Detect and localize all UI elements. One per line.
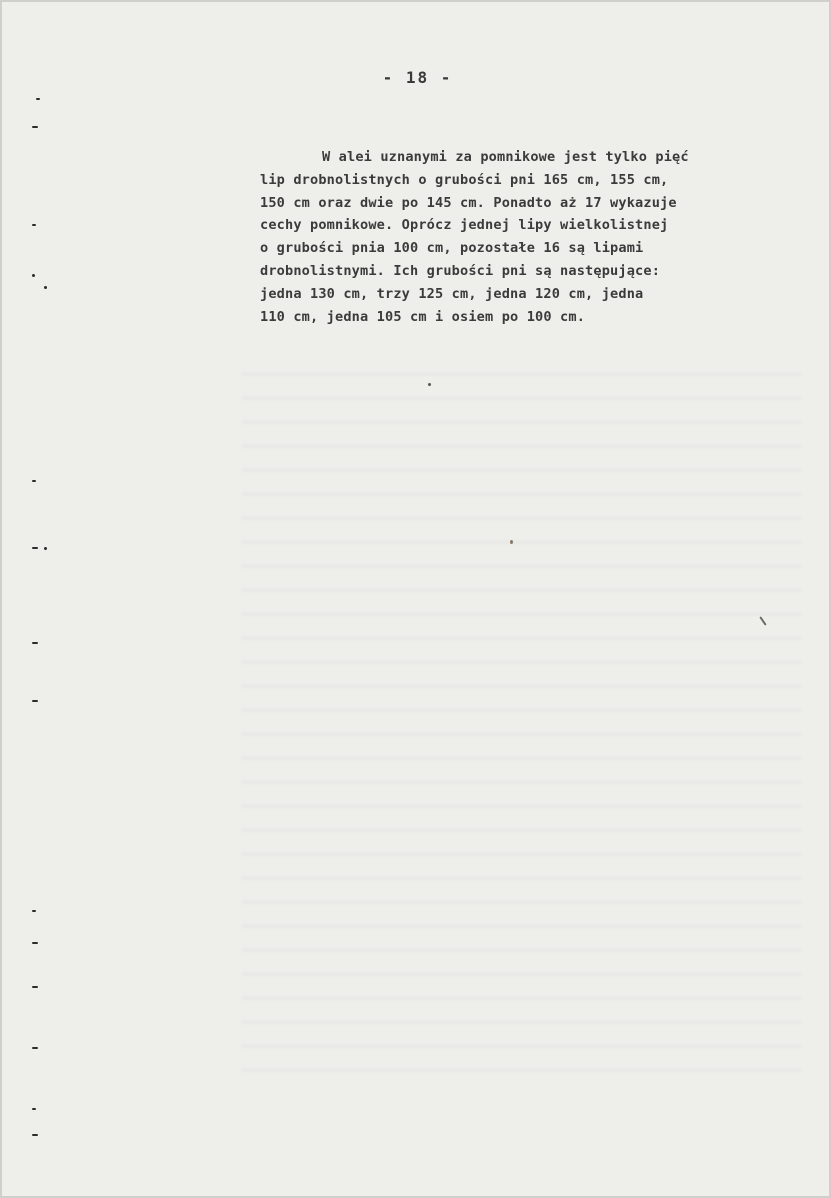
text-line: lip drobnolistnych o grubości pni 165 cm, 155 cm, <box>260 171 669 188</box>
margin-mark <box>32 547 38 549</box>
margin-mark <box>32 1134 38 1136</box>
margin-mark <box>32 1108 36 1110</box>
text-line: W alei uznanymi za pomnikowe jest tylko pięć <box>322 149 689 165</box>
margin-mark <box>32 942 38 944</box>
text-line: cechy pomnikowe. Oprócz jednej lipy wielkolistnej <box>260 217 669 234</box>
speck <box>510 540 513 544</box>
text-line: 110 cm, jedna 105 cm i osiem po 100 cm. <box>260 308 586 325</box>
margin-mark <box>32 700 38 702</box>
margin-mark <box>32 274 35 277</box>
speck <box>428 383 431 386</box>
margin-mark <box>32 480 36 482</box>
margin-mark <box>32 986 38 988</box>
text-line: 150 cm oraz dwie po 145 cm. Ponadto aż 17 wykazuje <box>260 194 677 211</box>
body-paragraph <box>260 146 800 328</box>
margin-mark <box>44 286 47 289</box>
text-line: o grubości pnia 100 cm, pozostałe 16 są lipami <box>260 240 644 257</box>
margin-mark <box>32 126 38 128</box>
margin-mark <box>44 547 47 550</box>
margin-mark <box>32 642 38 644</box>
margin-mark <box>36 98 40 100</box>
page-number: - 18 - <box>382 68 453 87</box>
margin-mark <box>32 1047 38 1049</box>
text-line: jedna 130 cm, trzy 125 cm, jedna 120 cm, jedna <box>260 285 644 302</box>
text-line: drobnolistnymi. Ich grubości pni są następujące: <box>260 262 661 279</box>
margin-mark <box>32 910 36 912</box>
margin-mark <box>32 224 36 226</box>
show-through-texture <box>242 352 802 1072</box>
